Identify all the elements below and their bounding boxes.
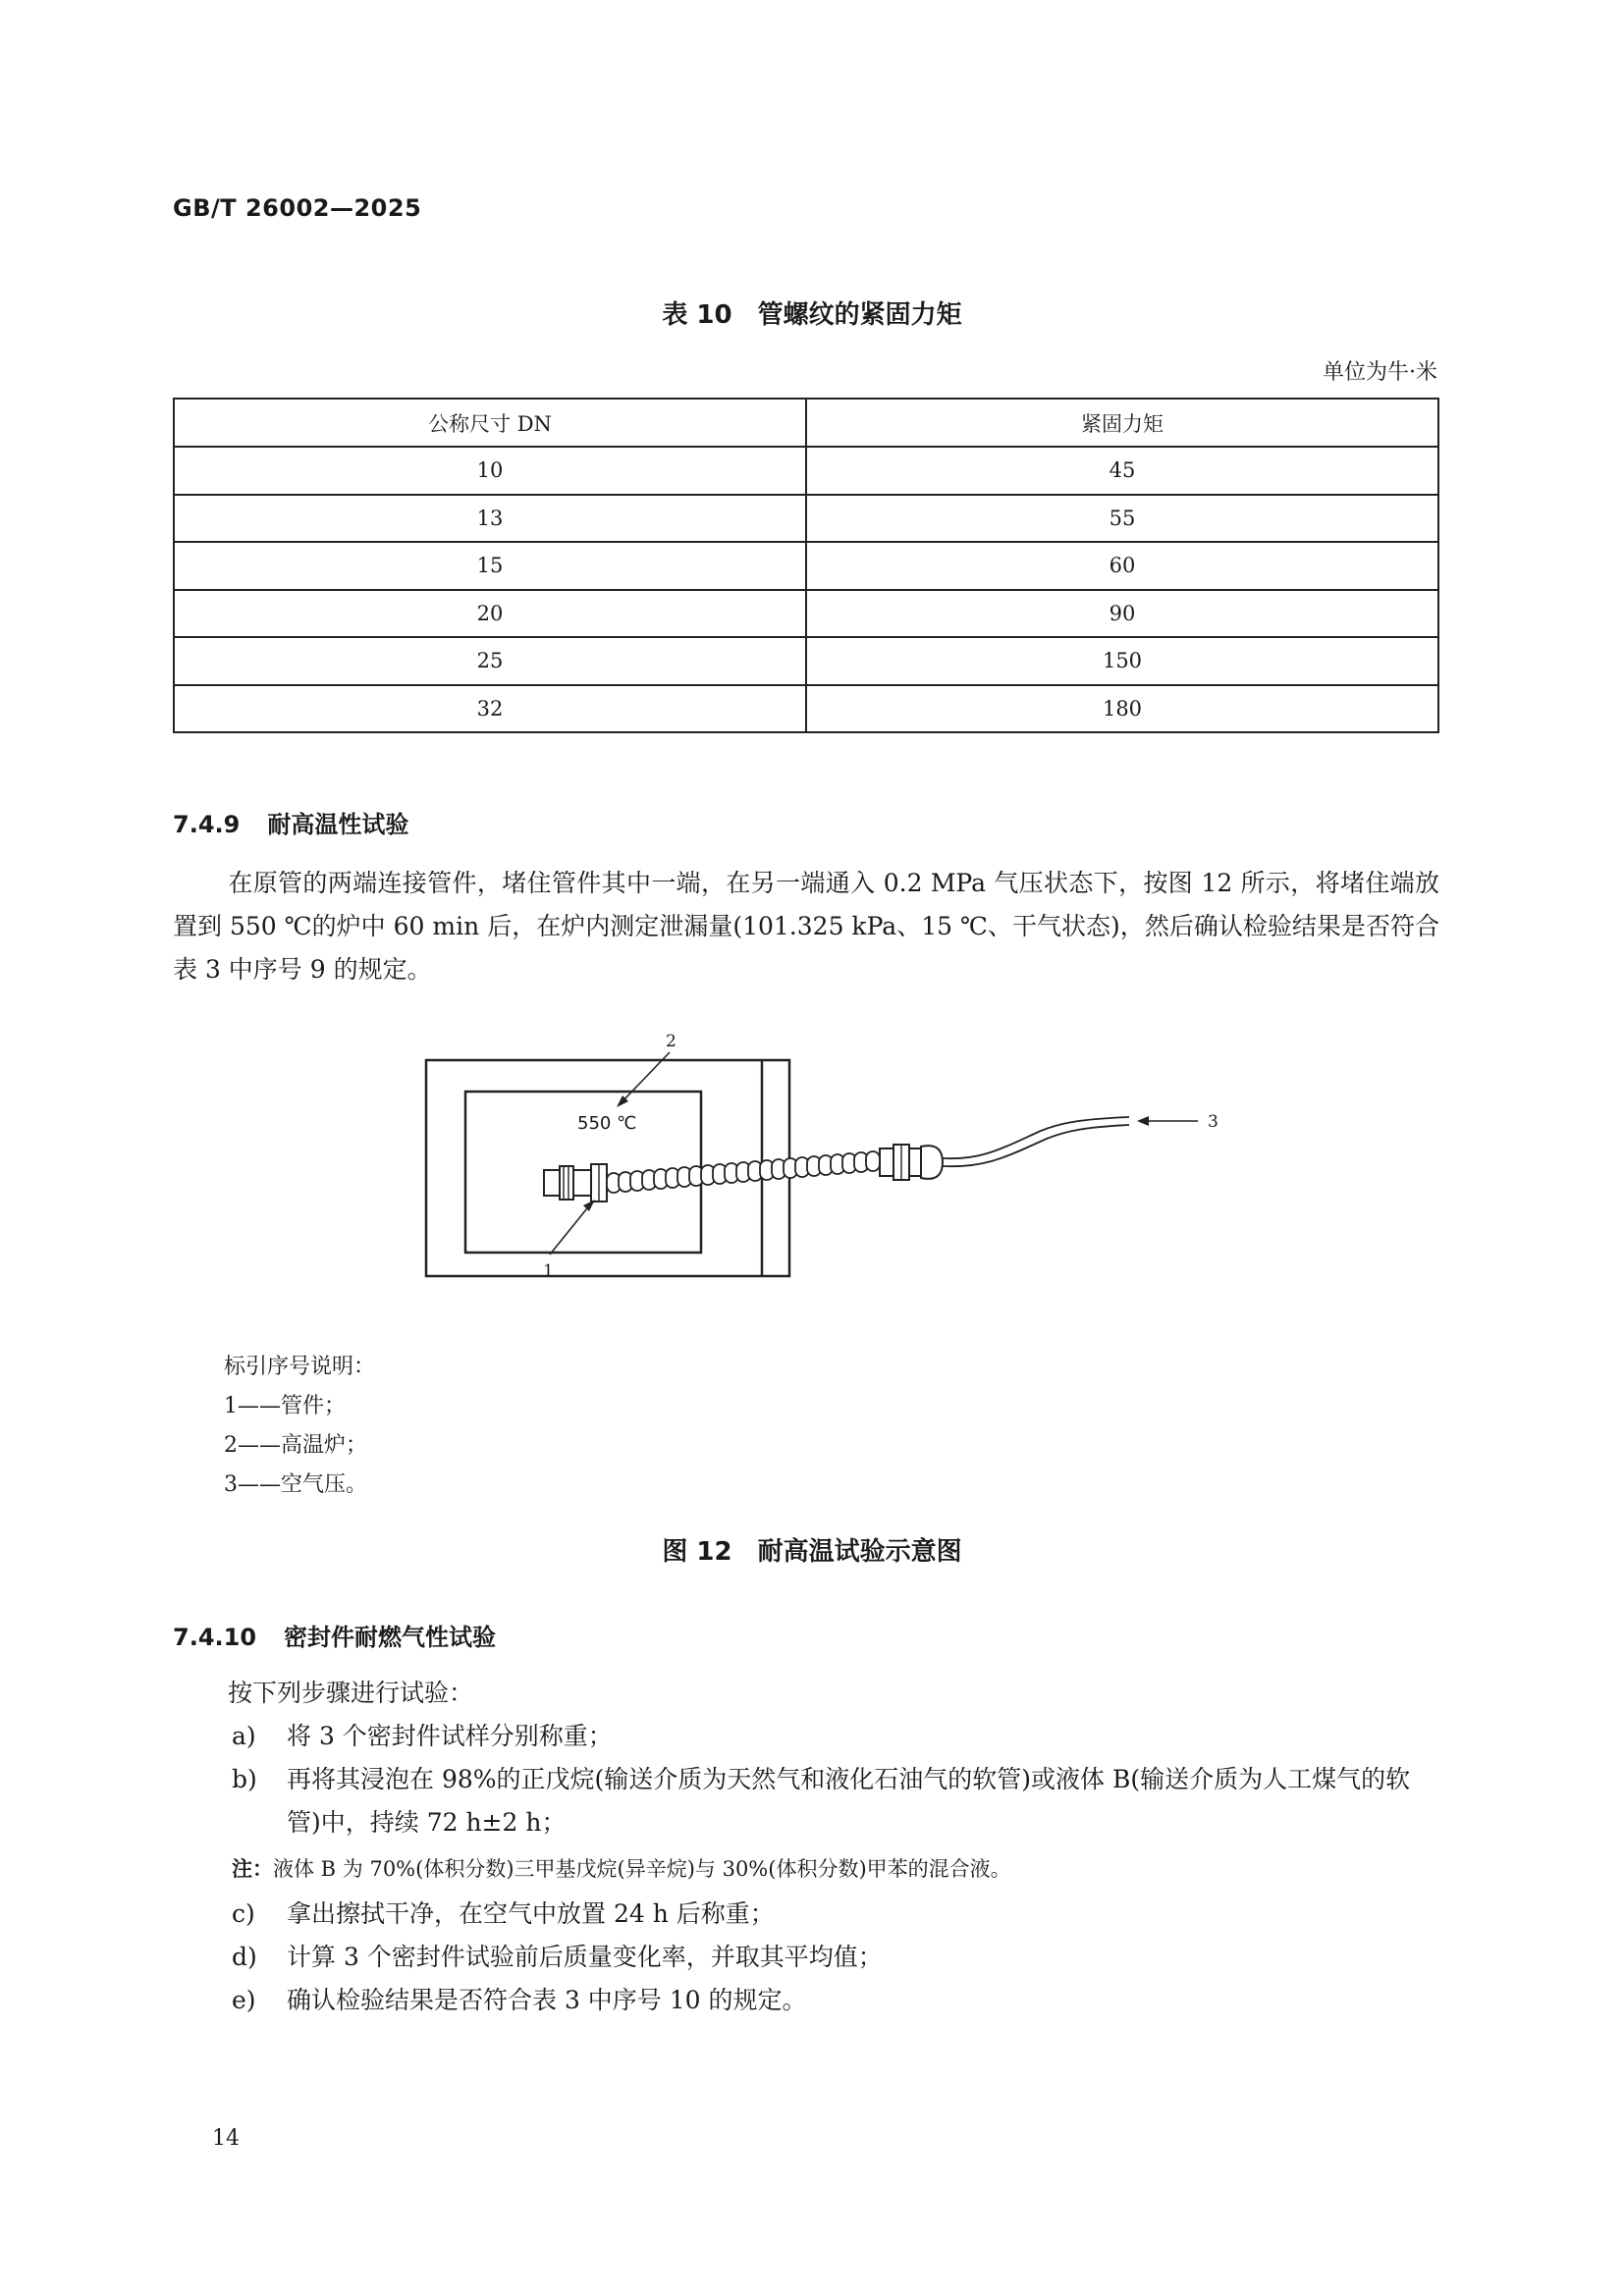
section-paragraph: 在原管的两端连接管件，堵住管件其中一端，在另一端通入 0.2 MPa 气压状态下，按图 12 所示，将堵住端放置到 550 ℃的炉中 60 min 后，在炉内测定泄漏量(101.325 kPa、15 ℃、干气状态)，然后确认检验结果是否符合表 3 中序号 9 的规定。 xyxy=(173,869,1439,984)
cell-size: 25 xyxy=(174,637,806,685)
table-row xyxy=(174,542,1438,590)
column-header-size: 公称尺寸 DN xyxy=(174,399,806,447)
cell-size: 10 xyxy=(174,447,806,495)
step-a: a) 将 3 个密封件试样分别称重； xyxy=(232,1722,613,1750)
cell-torque: 55 xyxy=(806,495,1438,543)
callout-3-arrowhead xyxy=(1137,1116,1149,1126)
cell-torque: 90 xyxy=(806,590,1438,638)
cell-size: 20 xyxy=(174,590,806,638)
cell-size: 15 xyxy=(174,542,806,590)
callout-1: 1 xyxy=(543,1261,554,1281)
cell-torque: 180 xyxy=(806,685,1438,733)
corrugated-hose xyxy=(607,1151,880,1193)
table-title: 表 10 管螺纹的紧固力矩 xyxy=(662,300,962,330)
step-d: d) 计算 3 个密封件试验前后质量变化率，并取其平均值； xyxy=(232,1943,883,1971)
document-code: GB/T 26002—2025 xyxy=(173,194,422,222)
figure-caption: 图 12 耐高温试验示意图 xyxy=(662,1537,962,1567)
callout-2: 2 xyxy=(666,1032,677,1051)
cell-torque: 45 xyxy=(806,447,1438,495)
section-number: 7.4.9 xyxy=(173,811,241,838)
step-e: e) 确认检验结果是否符合表 3 中序号 10 的规定。 xyxy=(232,1986,807,2014)
callout-1-arrowhead xyxy=(583,1200,595,1211)
column-header-torque: 紧固力矩 xyxy=(806,399,1438,447)
step-b: b) 再将其浸泡在 98%的正戊烷(输送介质为天然气和液化石油气的软管)或液体 B(输送介质为人工煤气的软管)中，持续 72 h±2 h； xyxy=(232,1765,1411,1837)
table-row xyxy=(174,637,1438,685)
table-unit: 单位为牛·米 xyxy=(1323,360,1437,385)
high-temperature-test-figure xyxy=(412,1021,1257,1306)
pipe-fitting xyxy=(544,1164,607,1201)
legend-item-1: 1——管件； xyxy=(224,1394,346,1418)
section-heading-7-4-9 xyxy=(173,805,408,839)
step-c: c) 拿出擦拭干净，在空气中放置 24 h 后称重； xyxy=(232,1899,775,1928)
cell-torque: 60 xyxy=(806,542,1438,590)
air-line-lower xyxy=(943,1125,1129,1166)
callout-1-leader xyxy=(550,1203,591,1255)
cell-torque: 150 xyxy=(806,637,1438,685)
cell-size: 32 xyxy=(174,685,806,733)
section-title: 耐高温性试验 xyxy=(267,811,409,838)
table-row xyxy=(174,590,1438,638)
section-heading-7-4-10 xyxy=(173,1618,496,1652)
callout-3: 3 xyxy=(1208,1112,1218,1132)
table-row xyxy=(174,447,1438,495)
section-number: 7.4.10 xyxy=(173,1624,257,1651)
note: 注：液体 B 为 70%(体积分数)三甲基戊烷(异辛烷)与 30%(体积分数)甲苯的混合液。 xyxy=(232,1857,1011,1881)
table-header-row xyxy=(174,399,1438,447)
torque-table xyxy=(173,398,1439,733)
legend-item-2: 2——高温炉； xyxy=(224,1433,367,1458)
table-row xyxy=(174,685,1438,733)
table-row xyxy=(174,495,1438,543)
legend-item-3: 3——空气压。 xyxy=(224,1472,367,1497)
steps-intro: 按下列步骤进行试验： xyxy=(228,1679,474,1707)
inlet-fitting xyxy=(880,1145,943,1180)
air-line-upper xyxy=(943,1117,1129,1158)
page-number: 14 xyxy=(212,2126,240,2151)
legend-title: 标引序号说明： xyxy=(224,1355,376,1379)
cell-size: 13 xyxy=(174,495,806,543)
temperature-label: 550 ℃ xyxy=(577,1113,637,1134)
section-title: 密封件耐燃气性试验 xyxy=(284,1624,497,1651)
